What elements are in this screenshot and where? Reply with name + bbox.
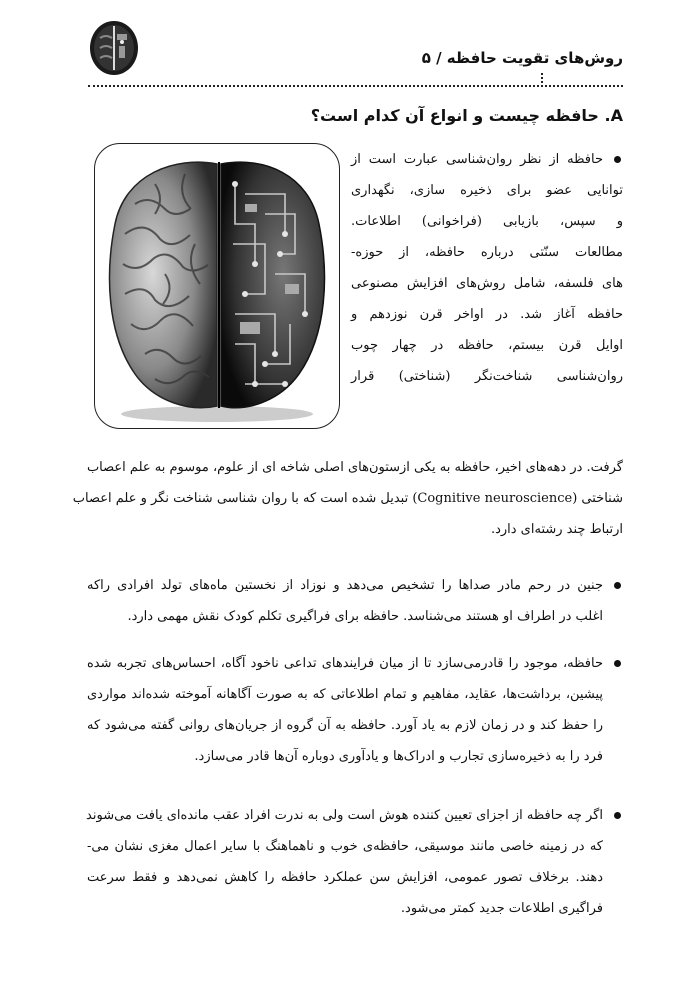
bullet-dot-icon [614, 582, 621, 589]
header-dotted-rule [88, 85, 623, 87]
section-heading: A. حافظه چیست و انواع آن کدام است؟ [310, 106, 623, 125]
body-line-text: جنین در رحم مادر صداها را تشخیص می‌دهد و نوزاد از نخستین ماه‌های تولد افرادی راکه [87, 578, 603, 593]
intro-paragraph [351, 144, 623, 392]
bullet-paragraph-3 [87, 648, 623, 772]
bullet-paragraph-4 [87, 800, 623, 924]
intro-line: و سپس، بازیابی (فراخوانی) اطلاعات. [351, 214, 623, 229]
brain-circuit-icon [95, 144, 339, 428]
intro-line: روان‌شناسی شناخت‌نگر (شناختی) قرار [351, 369, 623, 384]
intro-line: مطالعات سنّتی درباره حافظه، از حوزه- [351, 245, 623, 260]
body-line: فراگیری اطلاعات جدید کمتر می‌شود. [400, 901, 603, 916]
intro-line: حافظه آغاز شد. در اواخر قرن نوزدهم و [351, 307, 623, 322]
body-line: دهند. برخلاف تصور عمومی، افزایش سن عملکرد حافظه را کاهش نمی‌دهد و فقط سرعت [87, 870, 603, 885]
bullet-dot-icon [614, 812, 621, 819]
bullet-paragraph-2 [87, 570, 623, 632]
body-line: فرد را به ذخیره‌سازی تجارب و ادراک‌ها و یادآوری دوباره آن‌ها قادر می‌سازد. [194, 749, 603, 764]
bullet-dot-icon [614, 660, 621, 667]
body-line: شناختی (Cognitive neuroscience) تبدیل شده است که با روان شناسی شناخت نگر و علم اعصاب [72, 491, 623, 506]
page-header [88, 45, 623, 89]
intro-line: های فلسفه، شامل روش‌های افزایش مصنوعی [351, 276, 623, 291]
paragraph-1-continuation [72, 452, 623, 545]
body-line: ارتباط چند رشته‌ای دارد. [490, 522, 623, 537]
brain-illustration-frame [94, 143, 340, 429]
body-line-text: حافظه، موجود را قادرمی‌سازد تا از میان فرایندهای تداعی ناخود آگاه، احساس‌های تجربه شده [87, 656, 603, 671]
body-line [87, 800, 623, 831]
body-line-text: اگر چه حافظه از اجزای تعیین کننده هوش است ولی به ندرت افراد عقب مانده‌ای یافت می‌شوند [86, 808, 603, 823]
intro-line: اوایل قرن بیستم، حافظه در چهار چوب [351, 338, 623, 353]
running-head-title: روش‌های تقویت حافظه / ۵ [421, 49, 623, 67]
body-line [87, 648, 623, 679]
body-line [87, 570, 623, 601]
body-line: اغلب در اطراف او هستند می‌شناسد. حافظه برای فراگیری تکلم کودک نقش مهمی دارد. [127, 609, 603, 624]
body-line: پیشین، برداشت‌ها، عقاید، مفاهیم و تمام اطلاعاتی که به صورت آگاهانه آموخته شده‌اند مواردی [87, 687, 603, 702]
body-line: را حفظ کند و در زمان لازم به یاد آورد. حافظه به آن گروه از جریان‌های روانی گفته می‌شود که [87, 718, 603, 733]
body-line: که در زمینه خاصی مانند موسیقی، حافظه‌ی خوب و ناهماهنگ با سایر اعمال مغزی نشان می- [87, 839, 603, 854]
body-line: گرفت. در دهه‌های اخیر، حافظه به یکی ازستون‌های اصلی شاخه ای از علوم، موسوم به علم اعصاب [86, 460, 623, 475]
intro-line: توانایی عضو برای ذخیره سازی، نگهداری [351, 183, 623, 198]
intro-line: حافظه از نظر روان‌شناسی عبارت است از [351, 144, 623, 175]
